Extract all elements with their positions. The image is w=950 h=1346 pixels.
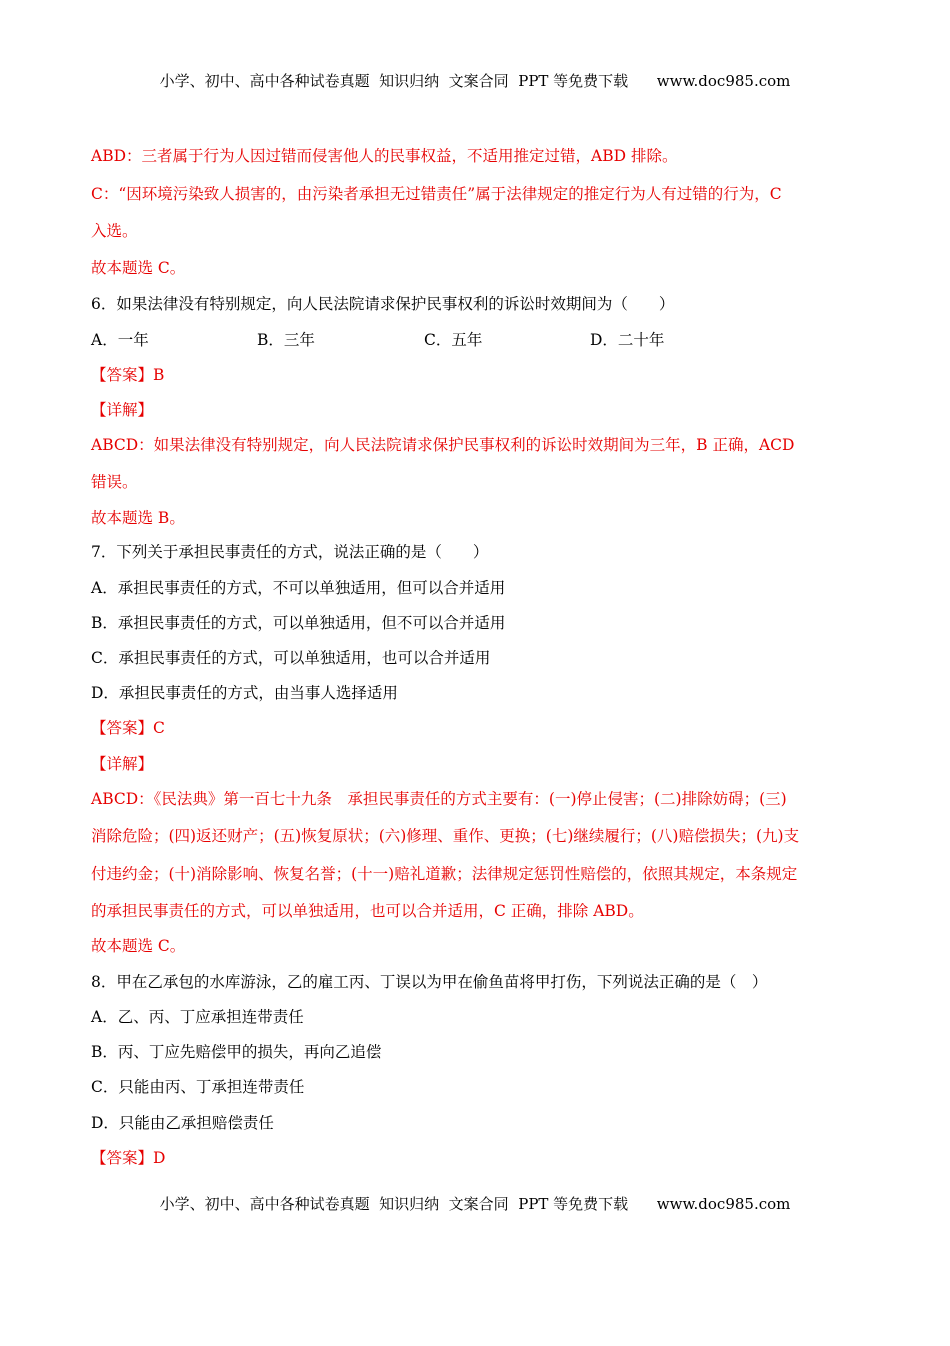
page-header: 小学、初中、高中各种试卷真题 知识归纳 文案合同 PPT 等免费下载 www.doc985.com	[159, 72, 791, 90]
option-c: C．五年	[424, 331, 483, 349]
question-6-detail-line: ABCD：如果法律没有特别规定，向人民法院请求保护民事权利的诉讼时效期间为三年，B 正确，ACD	[91, 436, 795, 454]
question-7-detail-line: ABCD：《民法典》第一百七十九条 承担民事责任的方式主要有：(一)停止侵害；(二)排除妨碍；(三)	[91, 790, 787, 808]
question-7-conclusion: 故本题选 C。	[91, 937, 186, 955]
question-7-detail-line: 付违约金；(十)消除影响、恢复名誉；(十一)赔礼道歉；法律规定惩罚性赔偿的，依照其规定，本条规定	[91, 865, 798, 883]
question-8-answer: 【答案】D	[91, 1149, 166, 1167]
question-6-detail-label: 【详解】	[91, 401, 154, 419]
question-7-stem: 7．下列关于承担民事责任的方式，说法正确的是（ ）	[91, 543, 489, 561]
question-7-answer: 【答案】C	[91, 719, 165, 737]
question-8-option-c: C．只能由丙、丁承担连带责任	[91, 1078, 305, 1096]
question-6-conclusion: 故本题选 B。	[91, 509, 185, 527]
option-d: D．二十年	[590, 331, 665, 349]
prev-conclusion: 故本题选 C。	[91, 259, 186, 277]
question-6-options	[91, 330, 861, 350]
question-7-detail-label: 【详解】	[91, 755, 154, 773]
question-7-option-c: C．承担民事责任的方式，可以单独适用，也可以合并适用	[91, 649, 491, 667]
question-7-detail-line: 的承担民事责任的方式，可以单独适用，也可以合并适用，C 正确，排除 ABD。	[91, 902, 644, 920]
option-b: B．三年	[257, 331, 315, 349]
question-7-option-b: B．承担民事责任的方式，可以单独适用，但不可以合并适用	[91, 614, 506, 632]
page-footer: 小学、初中、高中各种试卷真题 知识归纳 文案合同 PPT 等免费下载 www.doc985.com	[159, 1195, 791, 1213]
prev-explanation-line: ABD：三者属于行为人因过错而侵害他人的民事权益，不适用推定过错，ABD 排除。	[91, 147, 678, 165]
question-8-option-d: D．只能由乙承担赔偿责任	[91, 1114, 274, 1132]
question-6-answer: 【答案】B	[91, 366, 165, 384]
prev-explanation-line: 入选。	[91, 222, 138, 240]
prev-explanation-line: C：“因环境污染致人损害的，由污染者承担无过错责任”属于法律规定的推定行为人有过错的行为，C	[91, 185, 782, 203]
question-6-detail-line: 错误。	[91, 473, 138, 491]
option-a: A．一年	[91, 331, 149, 349]
question-7-option-a: A．承担民事责任的方式，不可以单独适用，但可以合并适用	[91, 579, 506, 597]
question-8-option-b: B．丙、丁应先赔偿甲的损失，再向乙追偿	[91, 1043, 382, 1061]
question-7-detail-line: 消除危险；(四)返还财产；(五)恢复原状；(六)修理、重作、更换；(七)继续履行；(八)赔偿损失；(九)支	[91, 827, 800, 845]
question-8-option-a: A．乙、丙、丁应承担连带责任	[91, 1008, 304, 1026]
question-7-option-d: D．承担民事责任的方式，由当事人选择适用	[91, 684, 398, 702]
question-8-stem: 8．甲在乙承包的水库游泳，乙的雇工丙、丁误以为甲在偷鱼苗将甲打伤，下列说法正确的是（ ）	[91, 973, 768, 991]
question-6-stem: 6．如果法律没有特别规定，向人民法院请求保护民事权利的诉讼时效期间为（ ）	[91, 295, 675, 313]
